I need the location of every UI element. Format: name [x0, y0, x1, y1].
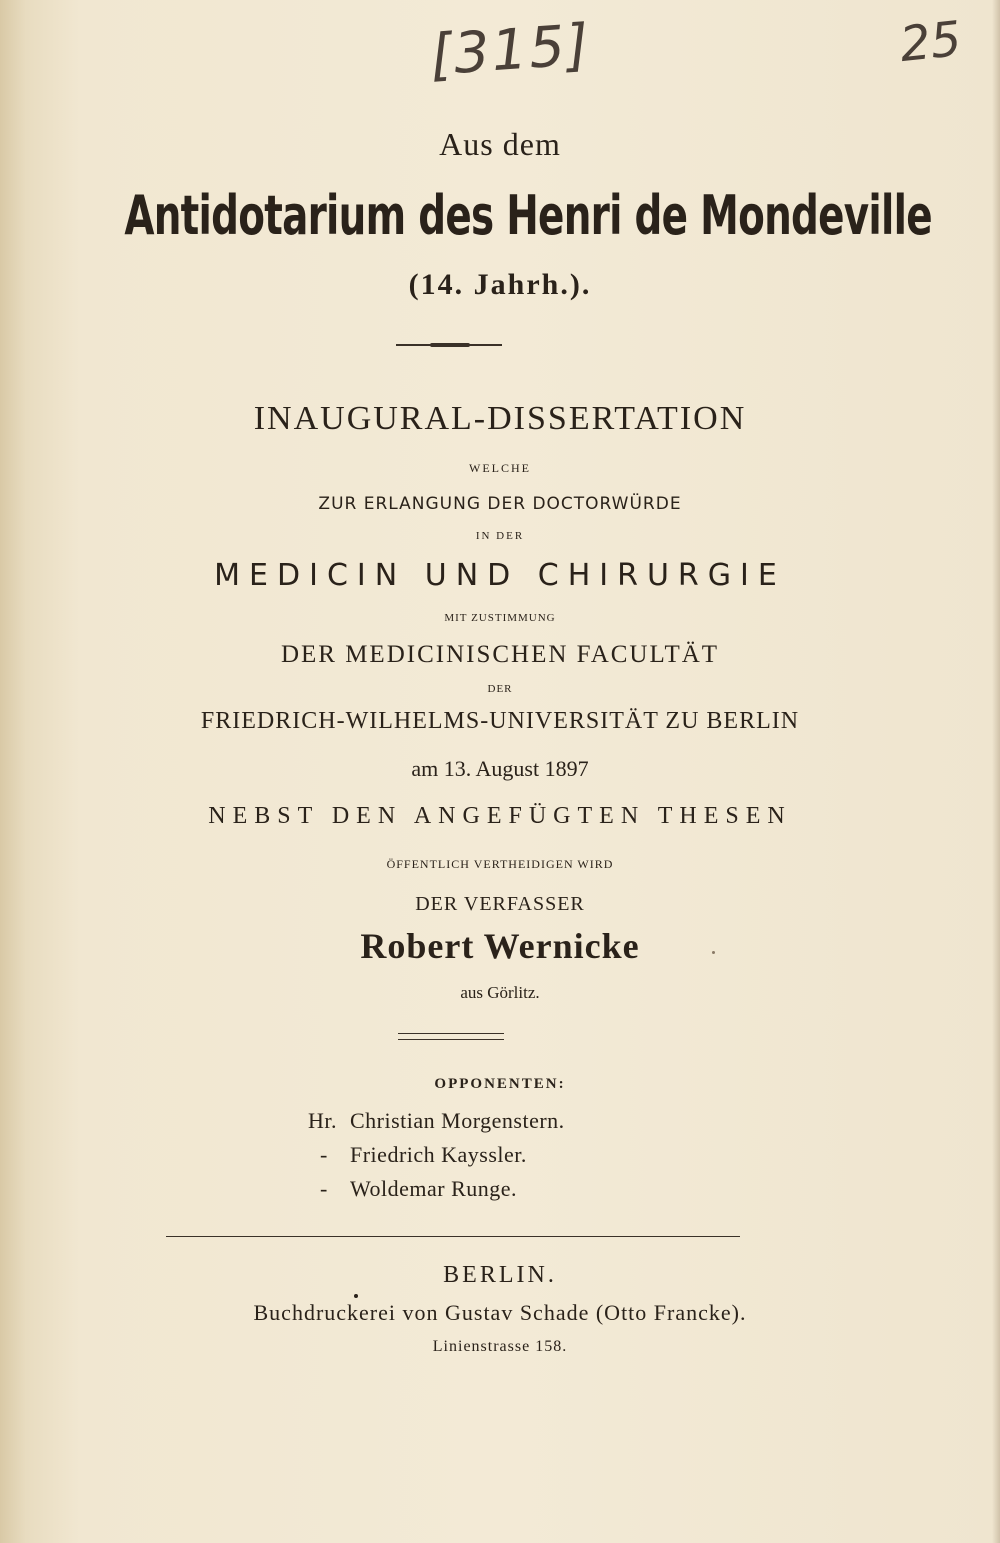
- defense-date: am 13. August 1897: [411, 756, 589, 781]
- opponent-item: [308, 1108, 708, 1142]
- line-in-der: IN DER: [475, 530, 525, 542]
- title-century: (14. Jahrh.).: [408, 268, 592, 301]
- handwritten-shelfmark: [315]: [427, 12, 593, 89]
- imprint-rule: [166, 1236, 740, 1237]
- author-origin: aus Görlitz.: [460, 983, 540, 1002]
- subject-heading: MEDICIN UND CHIRURGIE: [214, 558, 786, 593]
- handwritten-corner-note: 25: [897, 10, 964, 74]
- double-rule-top: [398, 1033, 504, 1034]
- opponents-heading: OPPONENTEN:: [434, 1076, 566, 1092]
- opponent-prefix: -: [320, 1176, 328, 1201]
- author-label: DER VERFASSER: [415, 893, 585, 915]
- imprint-dot: [354, 1294, 358, 1298]
- imprint-printer: Buchdruckerei von Gustav Schade (Otto Francke).: [253, 1300, 747, 1325]
- theses-line: NEBST DEN ANGEFÜGTEN THESEN: [208, 803, 792, 829]
- title-intro: Aus dem: [439, 126, 561, 162]
- author-name: Robert Wernicke: [360, 926, 640, 966]
- opponent-item: [308, 1142, 708, 1176]
- opponent-prefix: -: [320, 1142, 328, 1167]
- paper-speck: [712, 951, 715, 954]
- university-name: FRIEDRICH-WILHELMS-UNIVERSITÄT ZU BERLIN: [200, 708, 800, 734]
- imprint-address: Linienstrasse 158.: [432, 1338, 568, 1355]
- faculty-name: DER MEDICINISCHEN FACULTÄT: [280, 641, 720, 668]
- opponent-item: [308, 1176, 708, 1210]
- opponent-prefix: Hr.: [308, 1108, 337, 1133]
- main-title: Antidotarium des Henri de Mondeville: [124, 184, 932, 247]
- line-der: DER: [487, 683, 513, 695]
- imprint-city: BERLIN.: [443, 1262, 557, 1288]
- ornamental-rule-center: [430, 343, 470, 347]
- double-rule-bottom: [398, 1039, 504, 1040]
- opponent-name: Christian Morgenstern.: [350, 1108, 565, 1133]
- line-welche: WELCHE: [469, 461, 531, 475]
- opponents-list: [308, 1108, 708, 1210]
- defend-line: ÖFFENTLICH VERTHEIDIGEN WIRD: [386, 857, 614, 871]
- opponent-name: Friedrich Kayssler.: [350, 1142, 527, 1167]
- dissertation-heading: INAUGURAL-DISSERTATION: [253, 400, 747, 437]
- line-doctor: ZUR ERLANGUNG DER DOCTORWÜRDE: [318, 494, 682, 514]
- line-mit: MIT ZUSTIMMUNG: [444, 612, 556, 624]
- opponent-name: Woldemar Runge.: [350, 1176, 518, 1201]
